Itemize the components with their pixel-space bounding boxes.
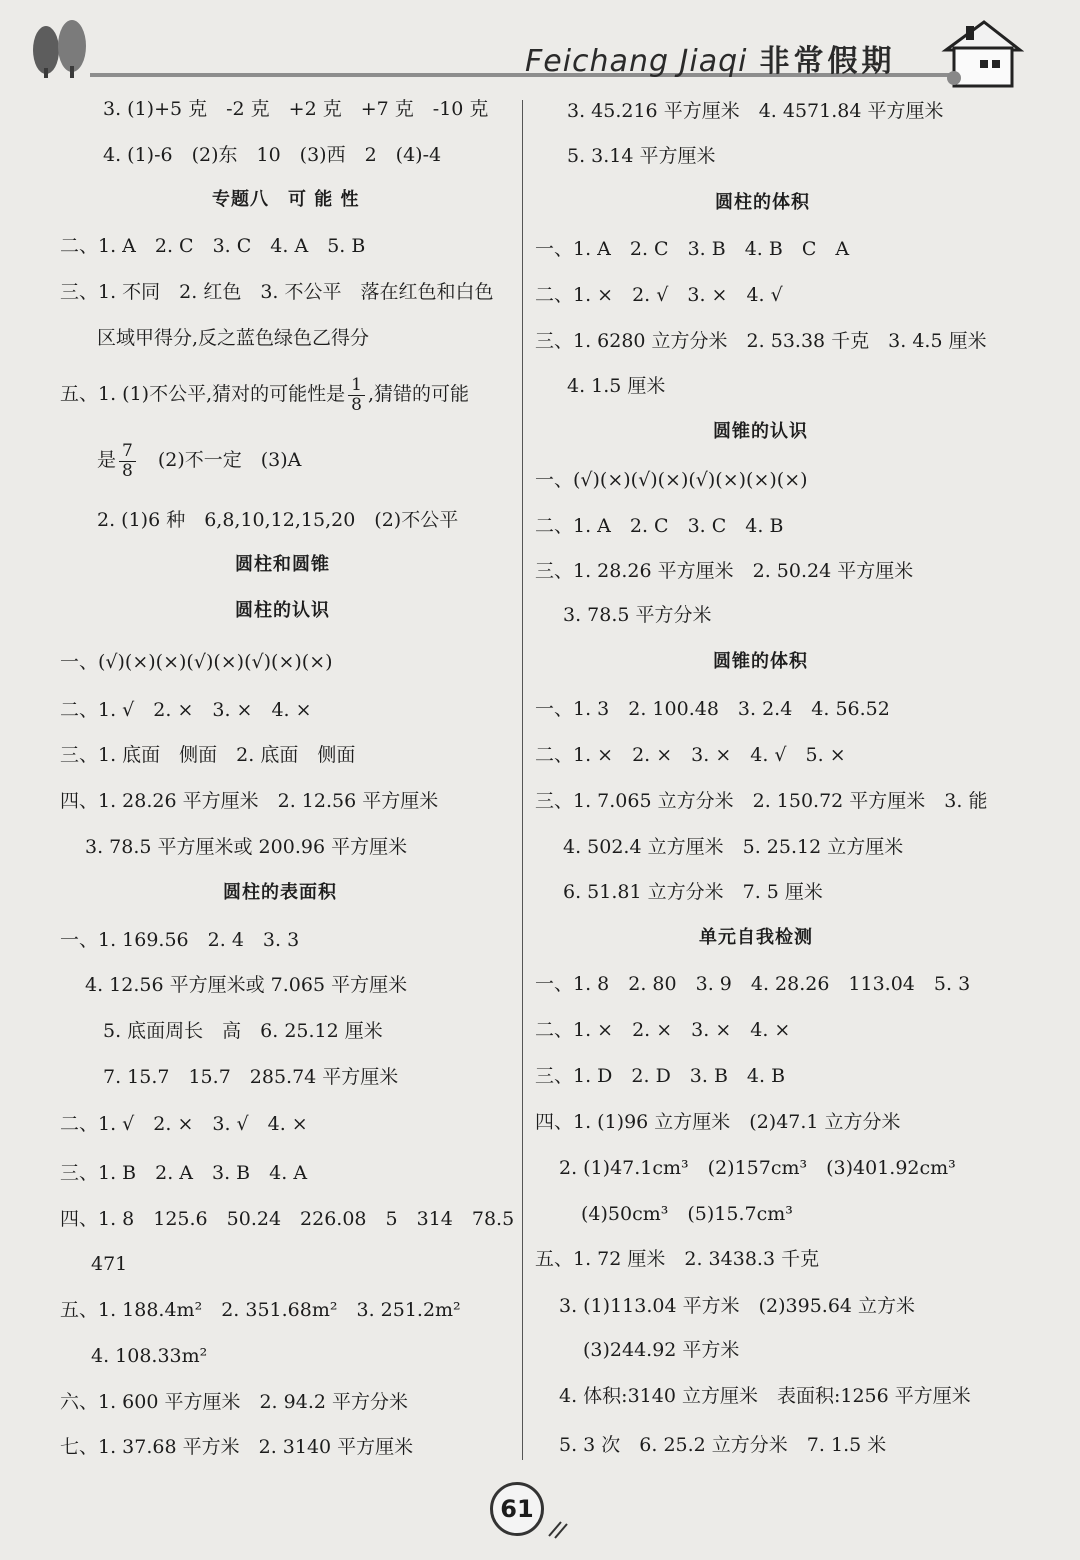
answer-line: 2. (1)47.1cm³ (2)157cm³ (3)401.92cm³: [559, 1157, 956, 1179]
answer-line: 3. (1)113.04 平方米 (2)395.64 立方米: [559, 1295, 916, 1317]
header-brand: [525, 36, 895, 80]
answer-line: 二、1. × 2. × 3. × 4. ×: [535, 1019, 791, 1041]
answer-line: 三、1. 28.26 平方厘米 2. 50.24 平方厘米: [535, 560, 914, 582]
answer-line: 一、1. 169.56 2. 4 3. 3: [60, 929, 300, 951]
answer-line: (3)244.92 平方米: [583, 1339, 740, 1361]
fraction-numerator: 1: [348, 376, 365, 396]
line-text: ,猜错的可能: [367, 383, 469, 405]
answer-line: 7. 15.7 15.7 285.74 平方厘米: [103, 1066, 399, 1088]
answer-line: 二、1. × 2. × 3. × 4. √ 5. ×: [535, 744, 846, 766]
answer-line: 三、1. 底面 侧面 2. 底面 侧面: [60, 744, 356, 766]
answer-line: 3. 78.5 平方厘米或 200.96 平方厘米: [85, 836, 408, 858]
answer-line: 二、1. × 2. √ 3. × 4. √: [535, 284, 783, 306]
section-heading: 圆锥的体积: [713, 651, 808, 672]
answer-line: 五、1. 72 厘米 2. 3438.3 千克: [535, 1248, 820, 1270]
brand-latin: Feichang Jiaqi: [525, 44, 748, 79]
section-heading: 圆柱的表面积: [223, 882, 337, 903]
answer-line: 一、1. A 2. C 3. B 4. B C A: [535, 238, 850, 260]
answer-line: 2. (1)6 种 6,8,10,12,15,20 (2)不公平: [97, 509, 459, 531]
answer-line: 四、1. (1)96 立方厘米 (2)47.1 立方分米: [535, 1111, 901, 1133]
answer-line: 4. 12.56 平方厘米或 7.065 平方厘米: [85, 974, 408, 996]
answer-line: 3. 78.5 平方分米: [563, 604, 712, 626]
column-divider: [522, 100, 523, 1460]
answer-line: 3. (1)+5 克 -2 克 +2 克 +7 克 -10 克: [103, 98, 489, 120]
answer-line: 一、1. 8 2. 80 3. 9 4. 28.26 113.04 5. 3: [535, 973, 971, 995]
section-heading: 单元自我检测: [699, 927, 813, 948]
line-text: 五、1. (1)不公平,猜对的可能性是: [60, 383, 346, 405]
answer-line-fraction: [97, 436, 301, 484]
answer-line: 七、1. 37.68 平方米 2. 3140 平方厘米: [60, 1436, 414, 1458]
line-text: 是: [97, 449, 117, 471]
answer-line: 五、1. 188.4m² 2. 351.68m² 3. 251.2m²: [60, 1299, 461, 1321]
answer-line: 4. (1)-6 (2)东 10 (3)西 2 (4)-4: [103, 144, 442, 166]
answer-line: 三、1. 7.065 立方分米 2. 150.72 平方厘米 3. 能: [535, 790, 988, 812]
page-header: [0, 0, 1080, 100]
answer-line: 三、1. B 2. A 3. B 4. A: [60, 1162, 308, 1184]
section-heading: 圆锥的认识: [713, 421, 808, 442]
answer-line: 四、1. 28.26 平方厘米 2. 12.56 平方厘米: [60, 790, 439, 812]
brand-cn: 非常假期: [759, 44, 896, 79]
answer-line: 四、1. 8 125.6 50.24 226.08 5 314 78.5: [60, 1208, 515, 1230]
section-heading: 圆柱的体积: [715, 192, 810, 213]
answer-line: 4. 502.4 立方厘米 5. 25.12 立方厘米: [563, 836, 904, 858]
answer-line: 三、1. 6280 立方分米 2. 53.38 千克 3. 4.5 厘米: [535, 330, 987, 352]
fraction-denominator: 8: [122, 460, 133, 481]
fraction: [119, 442, 136, 481]
answer-line: 三、1. 不同 2. 红色 3. 不公平 落在红色和白色: [60, 281, 494, 303]
trees-icon: [28, 18, 98, 78]
answer-line: 3. 45.216 平方厘米 4. 4571.84 平方厘米: [567, 100, 944, 122]
answer-line: (4)50cm³ (5)15.7cm³: [581, 1203, 793, 1225]
answer-line: 一、1. 3 2. 100.48 3. 2.4 4. 56.52: [535, 698, 890, 720]
answer-line: 二、1. A 2. C 3. C 4. A 5. B: [60, 235, 366, 257]
answer-line: 六、1. 600 平方厘米 2. 94.2 平方分米: [60, 1391, 408, 1413]
decorative-slash-icon: [545, 1510, 575, 1540]
fraction: [348, 376, 365, 415]
section-heading: 圆柱的认识: [235, 600, 330, 621]
answer-line-fraction: [60, 370, 469, 418]
answer-line: 6. 51.81 立方分米 7. 5 厘米: [563, 881, 823, 903]
page-number: 61: [490, 1482, 544, 1536]
house-icon: [938, 16, 1024, 90]
fraction-numerator: 7: [119, 442, 136, 462]
line-text: (2)不一定 (3)A: [138, 449, 302, 471]
answer-line: 三、1. D 2. D 3. B 4. B: [535, 1065, 786, 1087]
answer-line: 二、1. √ 2. × 3. √ 4. ×: [60, 1113, 308, 1135]
section-heading: 专题八 可 能 性: [212, 189, 360, 210]
answer-line: 5. 3 次 6. 25.2 立方分米 7. 1.5 米: [559, 1434, 887, 1456]
answer-line: 4. 108.33m²: [91, 1345, 208, 1367]
answer-line: 5. 底面周长 高 6. 25.12 厘米: [103, 1020, 383, 1042]
answer-line: 区域甲得分,反之蓝色绿色乙得分: [97, 327, 370, 349]
answer-line: 5. 3.14 平方厘米: [567, 145, 716, 167]
answer-line: 一、(√)(×)(×)(√)(×)(√)(×)(×): [60, 651, 333, 673]
section-heading: 圆柱和圆锥: [235, 554, 330, 575]
answer-line: 二、1. A 2. C 3. C 4. B: [535, 515, 784, 537]
answer-line: 二、1. √ 2. × 3. × 4. ×: [60, 699, 312, 721]
answer-line: 471: [91, 1253, 128, 1275]
answer-line: 4. 体积:3140 立方厘米 表面积:1256 平方厘米: [559, 1385, 971, 1407]
answer-line: 4. 1.5 厘米: [567, 375, 666, 397]
fraction-denominator: 8: [351, 394, 362, 415]
answer-line: 一、(√)(×)(√)(×)(√)(×)(×)(×): [535, 469, 808, 491]
